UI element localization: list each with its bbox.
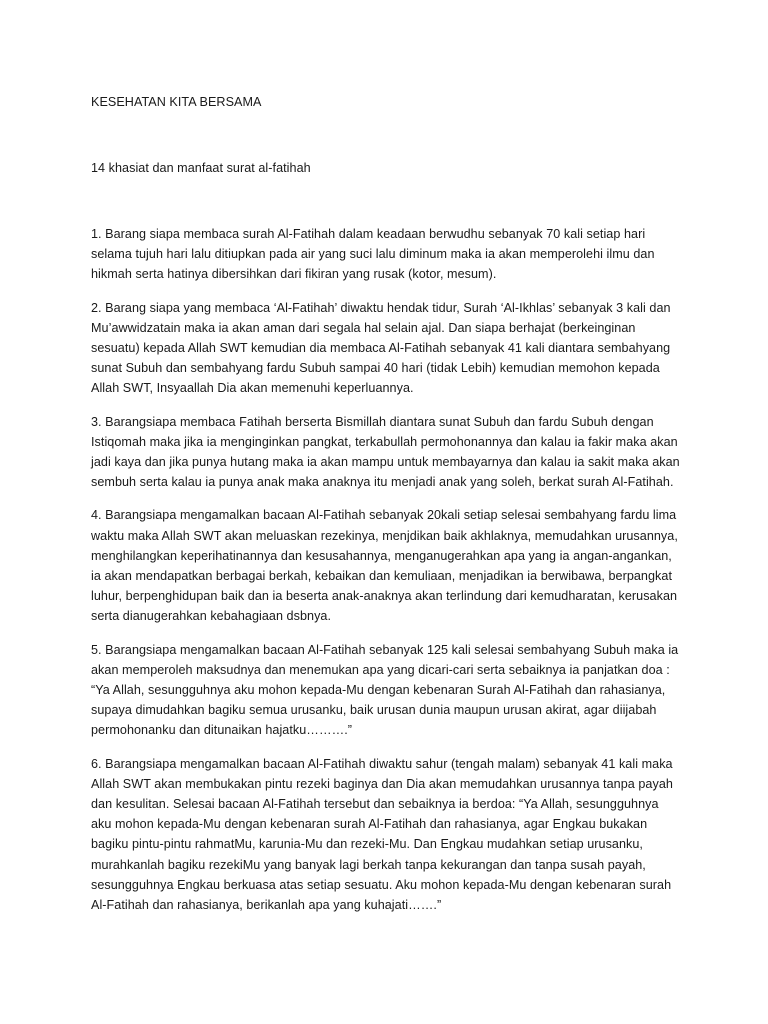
paragraph-6: 6. Barangsiapa mengamalkan bacaan Al-Fatihah diwaktu sahur (tengah malam) sebanyak 41 kali maka Allah SWT akan membukakan pintu rezeki baginya dan Dia akan memudahkan urusannya tanpa payah dan kesulitan. Selesai bacaan Al-Fatihah tersebut dan sebaiknya ia berdoa: “Ya Allah, sesungguhnya aku mohon kepada-Mu dengan kebenaran surah Al-Fatihah dan rahasianya, agar Engkau bukakan bagiku pintu-pintu rahmatMu, karunia-Mu dan rezeki-Mu. Dan Engkau mudahkan setiap urusanku, murahkanlah bagiku rezekiMu yang banyak lagi berkah tanpa kekurangan dan tanpa susah payah, sesungguhnya Engkau berkuasa atas setiap sesuatu. Aku mohon kepada-Mu dengan kebenaran surah Al-Fatihah dan rahasianya, berikanlah apa yang kuhajati…….” [91, 756, 673, 913]
document-subtitle: 14 khasiat dan manfaat surat al-fatihah [91, 161, 311, 175]
paragraph-5: 5. Barangsiapa mengamalkan bacaan Al-Fatihah sebanyak 125 kali selesai sembahyang Subuh maka ia akan memperoleh maksudnya dan menemukan apa yang dicari-cari serta sebaiknya ia panjatkan doa : “Ya Allah, sesungguhnya aku mohon kepada-Mu dengan kebenaran Surah Al-Fatihah dan rahasianya, supaya dimudahkan bagiku semua urusanku, baik urusan dunia maupun urusan akirat, agar diijabah permohonanku dan ditunaikan hajatku……….” [91, 642, 679, 738]
paragraph-2: 2. Barang siapa yang membaca ‘Al-Fatihah’ diwaktu hendak tidur, Surah ‘Al-Ikhlas’ sebanyak 3 kali dan Mu’awwidzatain maka ia akan aman dari segala hal selain ajal. Dan siapa berhajat (berkeinginan sesuatu) kepada Allah SWT kemudian dia membaca Al-Fatihah sebanyak 41 kali diantara sembahyang sunat Subuh dan sembahyang fardu Subuh sampai 40 hari (tidak Lebih) kemudian memohon kepada Allah SWT, Insyaallah Dia akan memenuhi keperluannya. [91, 300, 671, 396]
paragraph-1: 1. Barang siapa membaca surah Al-Fatihah dalam keadaan berwudhu sebanyak 70 kali setiap hari selama tujuh hari lalu ditiupkan pada air yang suci lalu diminum maka ia akan memperolehi ilmu dan hikmah serta hatinya dibersihkan dari fikiran yang rusak (kotor, mesum). [91, 227, 655, 282]
paragraph-4: 4. Barangsiapa mengamalkan bacaan Al-Fatihah sebanyak 20kali setiap selesai sembahyang fardu lima waktu maka Allah SWT akan meluaskan rezekinya, menjdikan baik akhlaknya, memudahkan urusannya, menghilangkan keperihatinannya dan kesusahannya, menganugerahkan apa yang ia angan-angankan, ia akan mendapatkan berbagai berkah, kebaikan dan kemuliaan, menjadikan ia berwibawa, berpangkat luhur, berpenghidupan baik dan ia beserta anak-anaknya akan terlindung dari kemudharatan, kerusakan serta dianugerahkan kebahagiaan dsbnya. [91, 508, 678, 624]
document-page [91, 92, 681, 915]
document-title: KESEHATAN KITA BERSAMA [91, 95, 262, 109]
paragraph-3: 3. Barangsiapa membaca Fatihah berserta Bismillah diantara sunat Subuh dan fardu Subuh dengan Istiqomah maka jika ia menginginkan pangkat, terkabullah permohonannya dan kalau ia fakir maka akan jadi kaya dan jika punya hutang maka ia akan mampu untuk membayarnya dan kalau ia sakit maka akan sembuh serta kalau ia punya anak maka anaknya itu menjadi anak yang soleh, berkat surah Al-Fatihah. [91, 414, 680, 490]
